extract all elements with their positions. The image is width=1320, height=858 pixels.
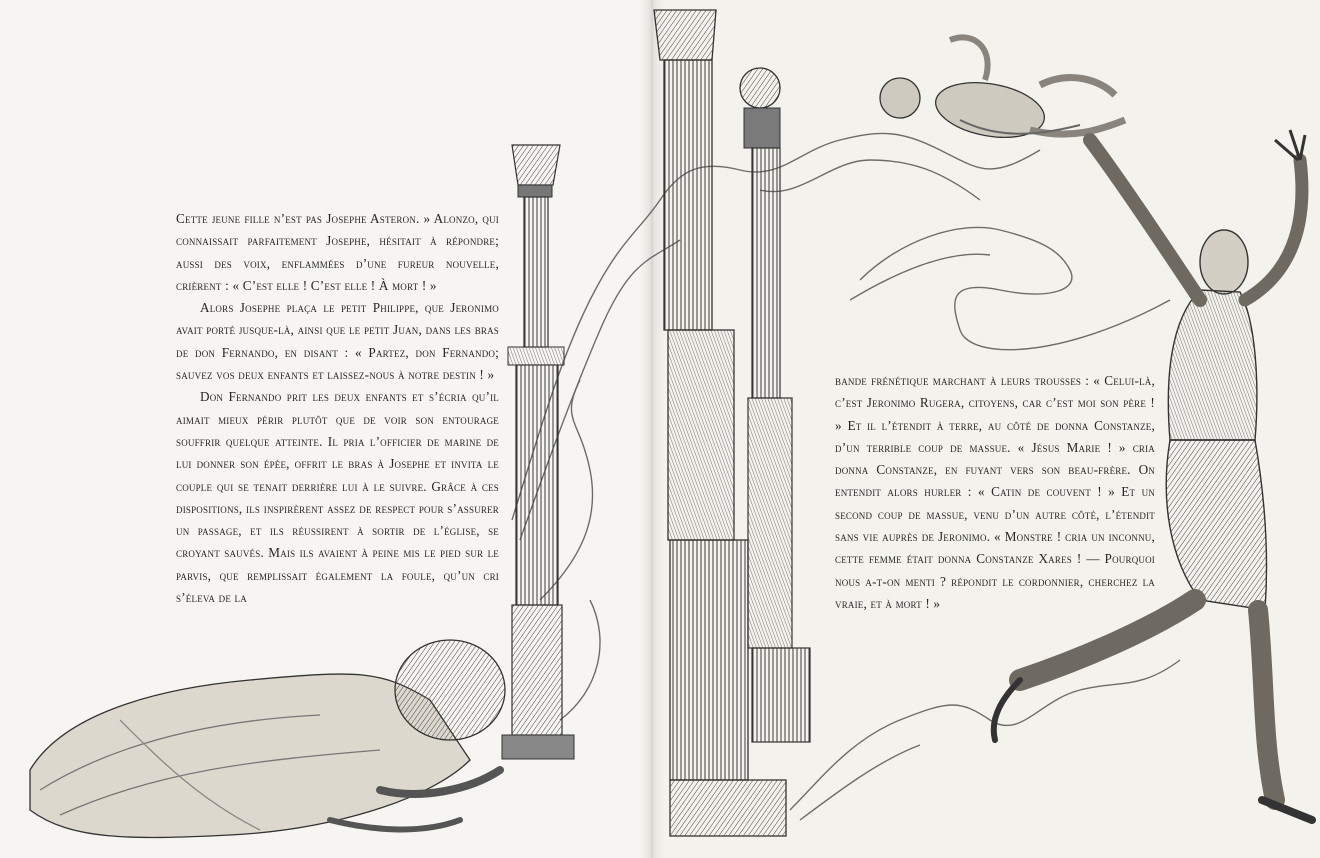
flying-cherub (880, 37, 1125, 145)
lying-figure (30, 640, 505, 837)
right-paragraph-1: bande frénétique marchant à leurs trousses : « Celui-là, c’est Jeronimo Rugera, citoyens, car c’est moi son père ! » Et il l’étendit à terre, au côté de donna Constanze, d’un terrible coup de massue. « Jésus Marie ! » cria donna Constanze, en fuyant vers son beau-frère. On entendit alors hurler : « Catin de couvent ! » Et un second coup de massue, venu d’un autre côté, l’étendit sans vie auprès de Jeronimo. « Monstre ! cria un inconnu, cette femme était donna Constanze Xares ! — Pourquoi nous a-t-on menti ? répondit le cordonnier, cherchez la vraie, et à mort ! » (835, 373, 1155, 611)
right-page-text (835, 370, 1155, 615)
left-paragraph-3: Don Fernando prit les deux enfants et s’écria qu’il aimait mieux périr plutôt que de voir son entourage souffrir quelque atteinte. Il pria l’officier de marine de lui donner son épée, offrit le bras à Josephe et invita le couple qui se tenait derrière lui à le suivre. Grâce à ces dispositions, ils inspirèrent assez de respect pour s’assurer un passage, et ils réussirent à sortir de l’église, se croyant sauvés. Mais ils avaient à peine mis le pied sur le parvis, que remplissait également la foule, qu’un cri s’éleva de la (176, 389, 499, 606)
left-paragraph-1: Cette jeune fille n’est pas Josephe Asteron. » Alonzo, qui connaissait parfaitement Josephe, hésitait à répondre; aussi des voix, enflammées d’une fureur nouvelle, crièrent : « C’est elle ! C’est elle ! À mort ! » (176, 211, 499, 293)
left-column (502, 145, 574, 759)
left-paragraph-2: Alors Josephe plaça le petit Philippe, que Jeronimo avait porté jusque-là, ainsi que le petit Juan, dans les bras de don Fernando, en disant : « Partez, don Fernando; sauvez vos deux enfants et laissez-nous à notre destin ! » (176, 300, 499, 383)
orb-column (740, 68, 810, 742)
left-page-text (176, 208, 499, 609)
